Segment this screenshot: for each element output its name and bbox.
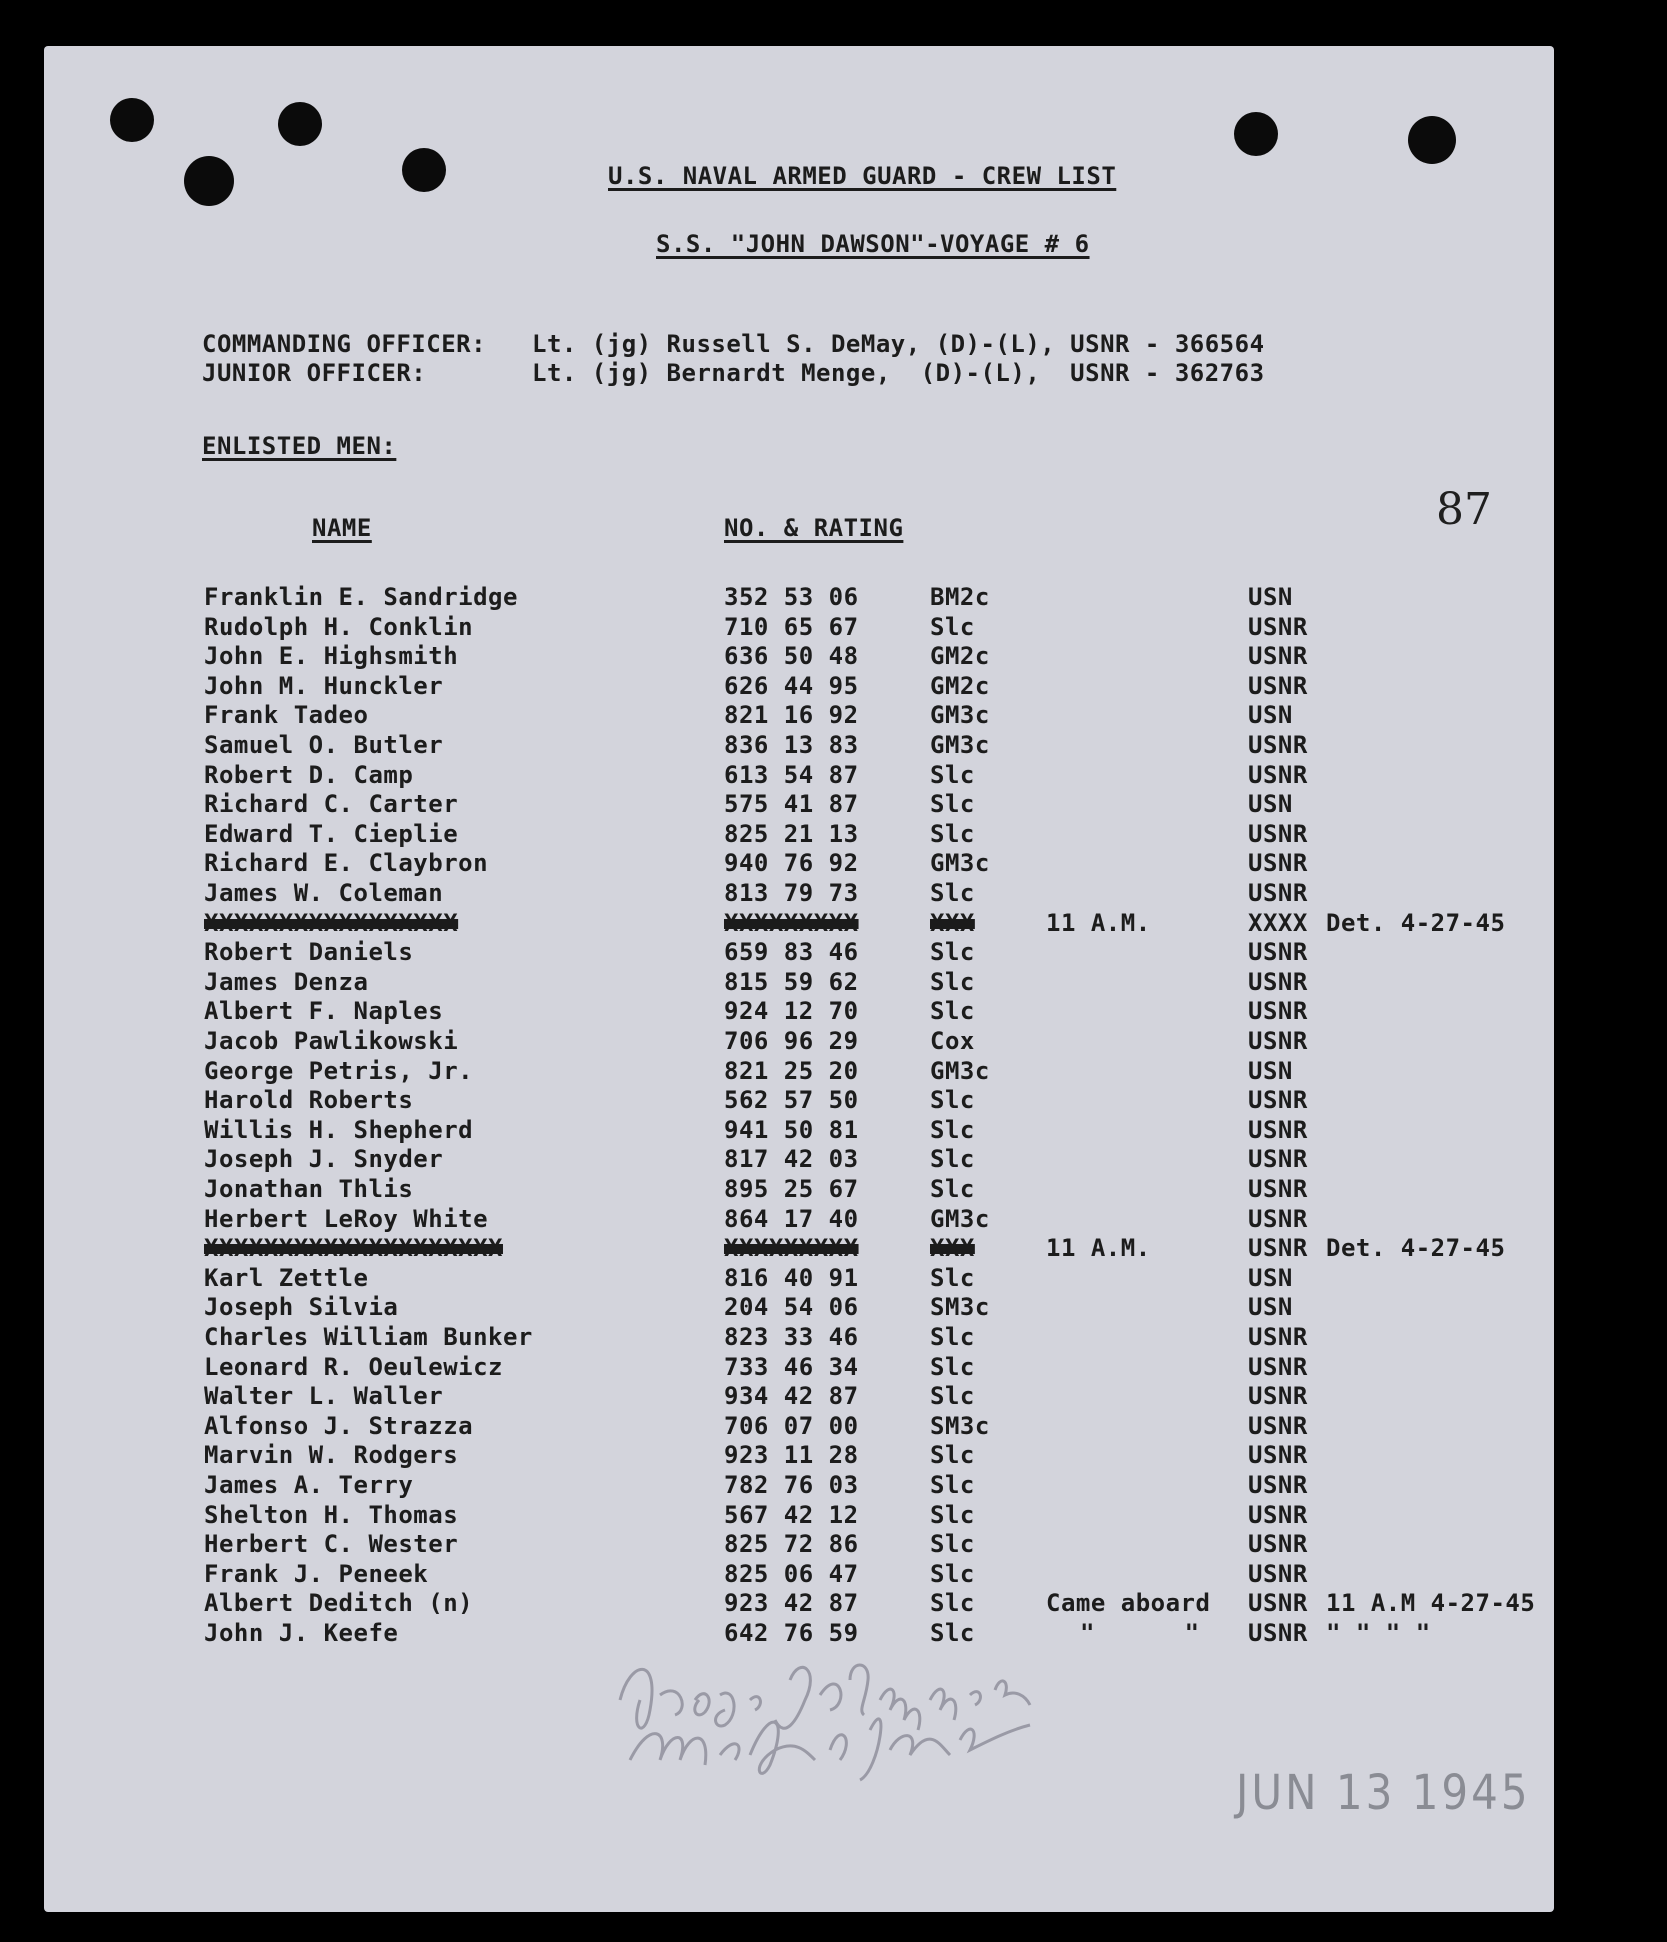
crew-name: John E. Highsmith: [204, 642, 459, 671]
crew-rating: GM3c: [930, 849, 990, 878]
crew-name: Robert D. Camp: [204, 760, 414, 789]
crew-rating: SM3c: [930, 1411, 990, 1440]
crew-row: [0, 997, 1667, 1026]
crew-number: XXXXXXXXX: [724, 1234, 859, 1263]
crew-service: USNR: [1248, 1115, 1308, 1144]
crew-service: USNR: [1248, 997, 1308, 1026]
crew-rating: Slc: [930, 1530, 975, 1559]
crew-number: 626 44 95: [724, 671, 859, 700]
crew-service: USNR: [1248, 1234, 1308, 1263]
crew-row: [0, 613, 1667, 642]
crew-number: 821 25 20: [724, 1056, 859, 1085]
crew-number: 940 76 92: [724, 849, 859, 878]
crew-note: 11 A.M.: [1046, 1234, 1151, 1263]
crew-service: USNR: [1248, 1086, 1308, 1115]
crew-name: James W. Coleman: [204, 879, 444, 907]
crew-number: 352 53 06: [724, 583, 859, 611]
crew-row: [0, 1501, 1667, 1530]
crew-rating: Slc: [930, 760, 975, 789]
crew-service: USNR: [1248, 1323, 1308, 1351]
crew-name: John J. Keefe: [204, 1619, 399, 1647]
crew-number: 816 40 91: [724, 1263, 859, 1292]
crew-service: USNR: [1248, 1441, 1308, 1470]
crew-number: 817 42 03: [724, 1145, 859, 1174]
junior-officer-label: JUNIOR OFFICER:: [202, 359, 427, 387]
crew-rating: Slc: [930, 1619, 975, 1647]
crew-service: USNR: [1248, 612, 1308, 641]
crew-rating: Slc: [930, 879, 975, 907]
crew-number: 706 96 29: [724, 1027, 859, 1055]
crew-service: USNR: [1248, 1500, 1308, 1529]
crew-service: USN: [1248, 1056, 1293, 1085]
crew-name: Alfonso J. Strazza: [204, 1411, 474, 1440]
date-stamp: JUN 13 1945: [1236, 1764, 1531, 1821]
crew-service: USNR: [1248, 1619, 1308, 1647]
crew-service: USNR: [1248, 760, 1308, 789]
crew-name: Richard C. Carter: [204, 790, 459, 819]
crew-row: [0, 909, 1667, 938]
crew-number: 934 42 87: [724, 1382, 859, 1411]
punch-hole: [1234, 112, 1278, 156]
crew-name: Samuel O. Butler: [204, 731, 444, 759]
crew-name: XXXXXXXXXXXXXXXXXXXX: [204, 1234, 503, 1263]
crew-name: XXXXXXXXXXXXXXXXX: [204, 908, 459, 937]
crew-row: [0, 642, 1667, 671]
punch-hole: [402, 148, 446, 192]
column-header-name: NAME: [312, 514, 372, 542]
crew-note: " ": [1080, 1619, 1200, 1647]
crew-row: [0, 968, 1667, 997]
crew-note: Came aboard: [1046, 1589, 1211, 1618]
crew-row: [0, 1175, 1667, 1204]
crew-row: [0, 790, 1667, 819]
crew-name: Walter L. Waller: [204, 1382, 444, 1411]
crew-service: USN: [1248, 1263, 1293, 1292]
crew-row: [0, 1057, 1667, 1086]
crew-row: [0, 1086, 1667, 1115]
crew-name: Herbert C. Wester: [204, 1530, 459, 1559]
crew-service: USNR: [1248, 1145, 1308, 1174]
crew-name: Joseph J. Snyder: [204, 1145, 444, 1174]
crew-number: 815 59 62: [724, 967, 859, 996]
crew-service: USNR: [1248, 1411, 1308, 1440]
crew-row: [0, 1530, 1667, 1559]
commanding-officer-value: Lt. (jg) Russell S. DeMay, (D)-(L), USNR - 366564: [532, 330, 1265, 358]
crew-row: [0, 761, 1667, 790]
crew-rating: XXX: [930, 1234, 975, 1263]
crew-number: 924 12 70: [724, 997, 859, 1026]
crew-name: Jacob Pawlikowski: [204, 1027, 459, 1055]
crew-number: 613 54 87: [724, 760, 859, 789]
crew-rating: GM3c: [930, 731, 990, 759]
crew-service: USNR: [1248, 1027, 1308, 1055]
crew-row: [0, 1353, 1667, 1382]
crew-row: [0, 820, 1667, 849]
crew-service: USNR: [1248, 671, 1308, 700]
crew-rating: Slc: [930, 790, 975, 819]
crew-name: John M. Hunckler: [204, 671, 444, 700]
crew-name: Robert Daniels: [204, 938, 414, 967]
crew-rating: Slc: [930, 967, 975, 996]
junior-officer-value: Lt. (jg) Bernardt Menge, (D)-(L), USNR - 362763: [532, 359, 1265, 387]
crew-number: 706 07 00: [724, 1411, 859, 1440]
crew-row: [0, 1234, 1667, 1263]
crew-name: Leonard R. Oeulewicz: [204, 1352, 503, 1381]
crew-name: Rudolph H. Conklin: [204, 612, 474, 641]
crew-service: USN: [1248, 790, 1293, 819]
crew-extra: " " " ": [1326, 1619, 1431, 1647]
crew-service: USNR: [1248, 879, 1308, 907]
crew-row: [0, 1145, 1667, 1174]
crew-name: George Petris, Jr.: [204, 1056, 474, 1085]
crew-number: 823 33 46: [724, 1323, 859, 1351]
crew-row: [0, 1560, 1667, 1589]
crew-rating: Slc: [930, 1500, 975, 1529]
crew-name: James A. Terry: [204, 1471, 414, 1499]
crew-rating: Slc: [930, 1175, 975, 1203]
column-header-number-rating: NO. & RATING: [724, 514, 904, 542]
crew-row: [0, 938, 1667, 967]
crew-name: Richard E. Claybron: [204, 849, 489, 878]
crew-row: [0, 1205, 1667, 1234]
crew-rating: Slc: [930, 1145, 975, 1174]
crew-number: 923 11 28: [724, 1441, 859, 1470]
crew-rating: Slc: [930, 612, 975, 641]
crew-number: 825 21 13: [724, 819, 859, 848]
inspector-signature: [600, 1640, 1120, 1790]
crew-name: Frank Tadeo: [204, 701, 369, 730]
crew-row: [0, 1471, 1667, 1500]
crew-rating: Slc: [930, 1352, 975, 1381]
crew-name: Frank J. Peneek: [204, 1559, 429, 1588]
voyage-subtitle: S.S. "JOHN DAWSON"-VOYAGE # 6: [656, 230, 1090, 258]
crew-number: 642 76 59: [724, 1619, 859, 1647]
crew-extra: 11 A.M 4-27-45: [1326, 1589, 1536, 1618]
crew-rating: Slc: [930, 1263, 975, 1292]
commanding-officer-label: COMMANDING OFFICER:: [202, 330, 487, 358]
crew-rating: Slc: [930, 1559, 975, 1588]
crew-rating: GM2c: [930, 671, 990, 700]
crew-rating: BM2c: [930, 583, 990, 611]
punch-hole: [1408, 116, 1456, 164]
crew-number: 825 06 47: [724, 1559, 859, 1588]
crew-service: XXXX: [1248, 908, 1308, 937]
crew-rating: GM3c: [930, 1056, 990, 1085]
crew-rating: Slc: [930, 1323, 975, 1351]
crew-name: Albert F. Naples: [204, 997, 444, 1026]
crew-service: USNR: [1248, 1382, 1308, 1411]
crew-number: 204 54 06: [724, 1293, 859, 1322]
crew-name: James Denza: [204, 967, 369, 996]
crew-number: 567 42 12: [724, 1500, 859, 1529]
crew-number: 813 79 73: [724, 879, 859, 907]
crew-number: 836 13 83: [724, 731, 859, 759]
crew-row: [0, 1441, 1667, 1470]
crew-note: 11 A.M.: [1046, 908, 1151, 937]
crew-service: USNR: [1248, 938, 1308, 967]
crew-service: USNR: [1248, 967, 1308, 996]
crew-service: USNR: [1248, 1471, 1308, 1499]
crew-name: Shelton H. Thomas: [204, 1500, 459, 1529]
crew-number: 895 25 67: [724, 1175, 859, 1203]
crew-name: Albert Deditch (n): [204, 1589, 474, 1618]
crew-rating: Slc: [930, 819, 975, 848]
crew-name: Karl Zettle: [204, 1263, 369, 1292]
crew-row: [0, 672, 1667, 701]
crew-service: USN: [1248, 583, 1293, 611]
crew-rating: XXX: [930, 908, 975, 937]
crew-rating: GM3c: [930, 1204, 990, 1233]
crew-row: [0, 1027, 1667, 1056]
crew-service: USNR: [1248, 1204, 1308, 1233]
crew-number: 923 42 87: [724, 1589, 859, 1618]
punch-hole: [184, 156, 234, 206]
page-number: 87: [1436, 484, 1492, 535]
crew-number: 864 17 40: [724, 1204, 859, 1233]
crew-row: [0, 1412, 1667, 1441]
crew-row: [0, 1293, 1667, 1322]
crew-rating: Slc: [930, 1086, 975, 1115]
crew-row: [0, 879, 1667, 908]
crew-service: USNR: [1248, 819, 1308, 848]
crew-name: Herbert LeRoy White: [204, 1204, 489, 1233]
punch-hole: [110, 98, 154, 142]
crew-row: [0, 583, 1667, 612]
crew-number: 733 46 34: [724, 1352, 859, 1381]
crew-rating: Slc: [930, 1589, 975, 1618]
crew-number: 636 50 48: [724, 642, 859, 671]
crew-row: [0, 1323, 1667, 1352]
crew-number: 782 76 03: [724, 1471, 859, 1499]
crew-number: 821 16 92: [724, 701, 859, 730]
crew-row: [0, 1382, 1667, 1411]
crew-rating: Slc: [930, 1115, 975, 1144]
crew-row: [0, 1116, 1667, 1145]
crew-name: Harold Roberts: [204, 1086, 414, 1115]
crew-rating: Slc: [930, 997, 975, 1026]
crew-name: Willis H. Shepherd: [204, 1115, 474, 1144]
crew-name: Franklin E. Sandridge: [204, 583, 518, 611]
crew-name: Marvin W. Rodgers: [204, 1441, 459, 1470]
document-title: U.S. NAVAL ARMED GUARD - CREW LIST: [608, 162, 1117, 190]
crew-number: 825 72 86: [724, 1530, 859, 1559]
crew-number: 710 65 67: [724, 612, 859, 641]
crew-number: 659 83 46: [724, 938, 859, 967]
crew-extra: Det. 4-27-45: [1326, 1234, 1506, 1263]
crew-row: [0, 1589, 1667, 1618]
crew-service: USNR: [1248, 1352, 1308, 1381]
crew-service: USNR: [1248, 1559, 1308, 1588]
crew-rating: Slc: [930, 1382, 975, 1411]
crew-name: Jonathan Thlis: [204, 1175, 414, 1203]
crew-number: 941 50 81: [724, 1115, 859, 1144]
crew-number: 562 57 50: [724, 1086, 859, 1115]
crew-row: [0, 849, 1667, 878]
crew-service: USNR: [1248, 1175, 1308, 1203]
crew-service: USN: [1248, 701, 1293, 730]
crew-service: USNR: [1248, 1589, 1308, 1618]
crew-rating: GM2c: [930, 642, 990, 671]
crew-name: Charles William Bunker: [204, 1323, 533, 1351]
crew-service: USNR: [1248, 1530, 1308, 1559]
crew-row: [0, 701, 1667, 730]
crew-row: [0, 1264, 1667, 1293]
crew-rating: Cox: [930, 1027, 975, 1055]
crew-extra: Det. 4-27-45: [1326, 908, 1506, 937]
crew-row: [0, 731, 1667, 760]
crew-number: XXXXXXXXX: [724, 908, 859, 937]
crew-name: Edward T. Cieplie: [204, 819, 459, 848]
crew-number: 575 41 87: [724, 790, 859, 819]
crew-service: USNR: [1248, 849, 1308, 878]
crew-rating: Slc: [930, 1441, 975, 1470]
crew-rating: Slc: [930, 938, 975, 967]
crew-service: USN: [1248, 1293, 1293, 1322]
crew-rating: Slc: [930, 1471, 975, 1499]
punch-hole: [278, 102, 322, 146]
crew-service: USNR: [1248, 731, 1308, 759]
crew-rating: GM3c: [930, 701, 990, 730]
enlisted-men-heading: ENLISTED MEN:: [202, 432, 397, 460]
crew-name: Joseph Silvia: [204, 1293, 399, 1322]
crew-service: USNR: [1248, 642, 1308, 671]
crew-rating: SM3c: [930, 1293, 990, 1322]
